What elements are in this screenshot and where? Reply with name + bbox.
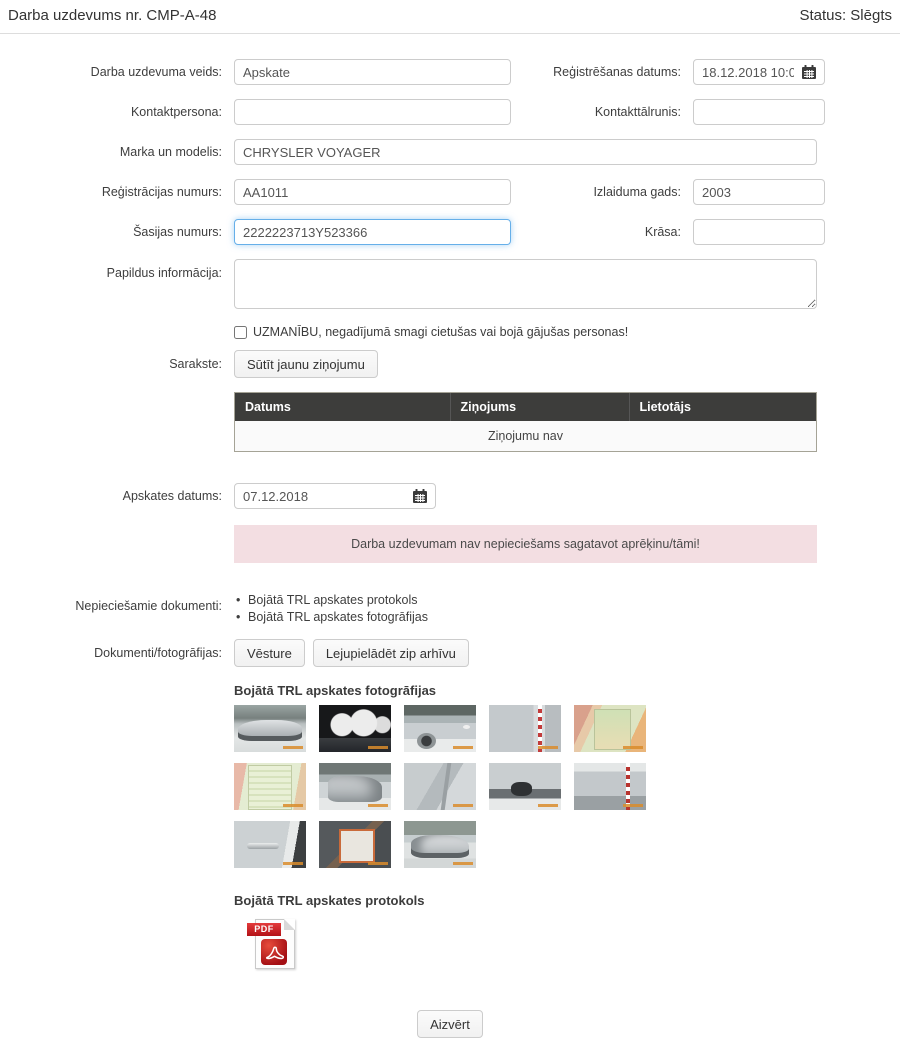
required-documents-list (234, 592, 428, 626)
field-label-izlaiduma-gads: Izlaiduma gads: (593, 185, 681, 199)
documents-photos-label: Dokumenti/fotogrāfijas: (94, 646, 222, 660)
messages-table (234, 392, 817, 452)
list-item: • Bojātā TRL apskates fotogrāfijas (234, 609, 428, 626)
window-header (0, 0, 900, 34)
table-header-zinojums: Ziņojums (450, 393, 629, 421)
field-label-reg-numurs: Reģistrācijas numurs: (101, 185, 222, 199)
field-label-sasijas: Šasijas numurs: (133, 225, 222, 239)
photo-thumbnail[interactable] (319, 763, 391, 810)
send-message-button[interactable]: Sūtīt jaunu ziņojumu (234, 350, 378, 378)
download-zip-button[interactable]: Lejupielādēt zip arhīvu (313, 639, 469, 667)
list-item: • Bojātā TRL apskates protokols (234, 592, 428, 609)
photo-thumbnail[interactable] (489, 705, 561, 752)
casualty-warning-checkbox[interactable] (234, 326, 247, 339)
field-label-kontaktpersona: Kontaktpersona: (130, 105, 222, 119)
pdf-ribbon: PDF (247, 923, 281, 936)
field-label-reg-datums: Reģistrēšanas datums: (553, 65, 681, 79)
photo-thumbnail[interactable] (404, 821, 476, 868)
pdf-icon (261, 939, 287, 965)
table-header-lietotajs: Lietotājs (629, 393, 816, 421)
photo-thumbnail[interactable] (404, 705, 476, 752)
status-badge: Status: Slēgts (799, 7, 892, 24)
photo-thumbnail[interactable] (574, 763, 646, 810)
photo-thumbnail[interactable] (234, 763, 306, 810)
required-documents-label: Nepieciešamie dokumenti: (75, 599, 222, 613)
no-estimate-alert: Darba uzdevumam nav nepieciešams sagatavot aprēķinu/tāmi! (234, 525, 817, 563)
production-year-input[interactable] (693, 179, 825, 205)
field-label-apskates-datums: Apskates datums: (122, 489, 222, 503)
photo-thumbnail[interactable] (574, 705, 646, 752)
protocol-pdf-link[interactable] (247, 915, 307, 971)
make-model-input[interactable] (234, 139, 817, 165)
field-label-marka: Marka un modelis: (119, 145, 222, 159)
color-input[interactable] (693, 219, 825, 245)
page-title: Darba uzdevums nr. CMP-A-48 (8, 7, 217, 24)
additional-info-textarea[interactable] (234, 259, 817, 309)
history-button[interactable]: Vēsture (234, 639, 305, 667)
photo-thumbnail[interactable] (404, 763, 476, 810)
contact-phone-input[interactable] (693, 99, 825, 125)
task-type-input[interactable] (234, 59, 511, 85)
field-label-veids: Darba uzdevuma veids: (90, 65, 222, 79)
table-header-datums: Datums (235, 393, 450, 421)
photo-thumbnail[interactable] (489, 763, 561, 810)
task-form (0, 34, 900, 1038)
table-row (235, 421, 816, 451)
contact-person-input[interactable] (234, 99, 511, 125)
casualty-warning-label: UZMANĪBU, negadījumā smagi cietušas vai bojā gājušas personas! (253, 325, 629, 339)
field-label-krasa: Krāsa: (644, 225, 681, 239)
field-label-kontakttalrunis: Kontakttālrunis: (594, 105, 681, 119)
chassis-number-input[interactable] (234, 219, 511, 245)
photos-heading: Bojātā TRL apskates fotogrāfijas (234, 683, 437, 698)
photo-thumbnail[interactable] (234, 821, 306, 868)
photo-thumbnail[interactable] (234, 705, 306, 752)
empty-table-message: Ziņojumu nav (235, 421, 816, 451)
inspection-date-input[interactable] (234, 483, 436, 509)
protocol-heading: Bojātā TRL apskates protokols (234, 893, 425, 908)
photo-thumbnail[interactable] (319, 821, 391, 868)
close-button[interactable]: Aizvērt (417, 1010, 483, 1038)
registration-date-input[interactable] (693, 59, 825, 85)
photo-grid (234, 705, 664, 868)
field-label-sarakste: Sarakste: (169, 357, 222, 371)
photo-thumbnail[interactable] (319, 705, 391, 752)
registration-number-input[interactable] (234, 179, 511, 205)
field-label-papildus: Papildus informācija: (106, 266, 222, 280)
